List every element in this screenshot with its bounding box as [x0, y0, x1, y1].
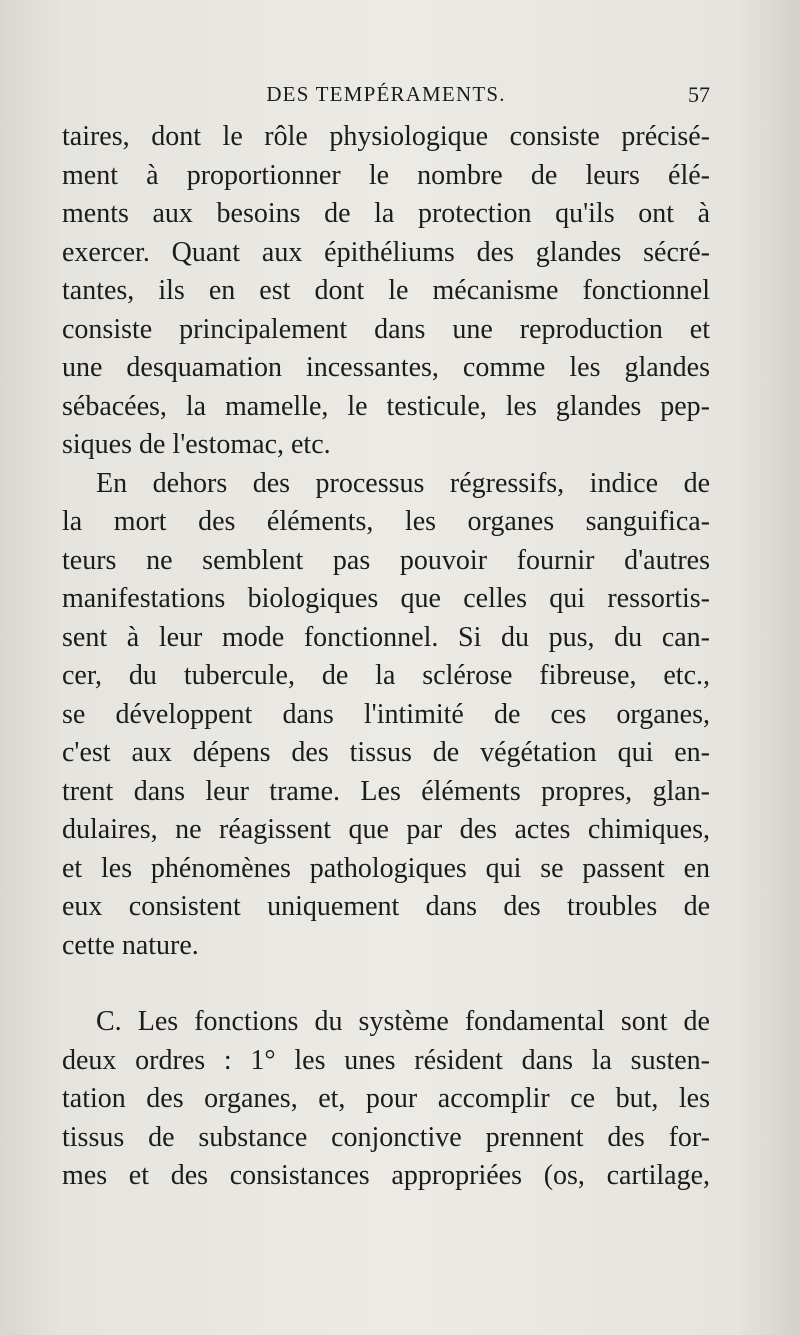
text-line: consiste principalement dans une reproduction et	[62, 313, 710, 345]
text-line: ments aux besoins de la protection qu'ils ont à	[62, 198, 710, 229]
body-text	[62, 118, 710, 1196]
text-line: En dehors des processus régressifs, indice de	[96, 467, 710, 499]
text-line: mes et des consistances appropriées (os, cartilage,	[62, 1160, 710, 1191]
text-line: manifestations biologiques que celles qui ressortis-	[62, 583, 710, 614]
text-line: trent dans leur trame. Les éléments propres, glan-	[62, 775, 710, 807]
text-line: et les phénomènes pathologiques qui se passent en	[62, 852, 710, 884]
running-title: DES TEMPÉRAMENTS.	[266, 82, 506, 106]
text-line: se développent dans l'intimité de ces organes,	[62, 698, 710, 730]
text-line: tantes, ils en est dont le mécanisme fonctionnel	[62, 275, 710, 306]
text-line: teurs ne semblent pas pouvoir fournir d'autres	[62, 544, 710, 576]
text-line: deux ordres : 1° les unes résident dans la susten-	[62, 1044, 710, 1076]
text-line: la mort des éléments, les organes sanguifica-	[62, 506, 710, 537]
text-line: tation des organes, et, pour accomplir ce but, les	[62, 1083, 710, 1114]
text-line: taires, dont le rôle physiologique consiste précisé-	[62, 121, 710, 152]
paragraph-gap	[62, 965, 710, 1003]
text-line: sébacées, la mamelle, le testicule, les glandes pep-	[62, 390, 710, 422]
text-line: c'est aux dépens des tissus de végétation qui en-	[62, 737, 710, 768]
page-header	[62, 82, 710, 114]
page-number: 57	[688, 82, 710, 107]
text-line: dulaires, ne réagissent que par des actes chimiques,	[62, 814, 710, 845]
text-line: une desquamation incessantes, comme les glandes	[62, 352, 710, 383]
text-line: exercer. Quant aux épithéliums des glandes sécré-	[62, 236, 710, 268]
text-line: C. Les fonctions du système fondamental sont de	[96, 1006, 710, 1037]
text-line: ment à proportionner le nombre de leurs élé-	[62, 159, 710, 191]
text-line: sent à leur mode fonctionnel. Si du pus, du can-	[62, 621, 710, 653]
text-line: cer, du tubercule, de la sclérose fibreuse, etc.,	[62, 660, 710, 691]
text-line: tissus de substance conjonctive prennent des for-	[62, 1121, 710, 1153]
text-line: cette nature.	[62, 929, 199, 961]
text-line: siques de l'estomac, etc.	[62, 429, 331, 460]
text-line: eux consistent uniquement dans des troubles de	[62, 891, 710, 922]
